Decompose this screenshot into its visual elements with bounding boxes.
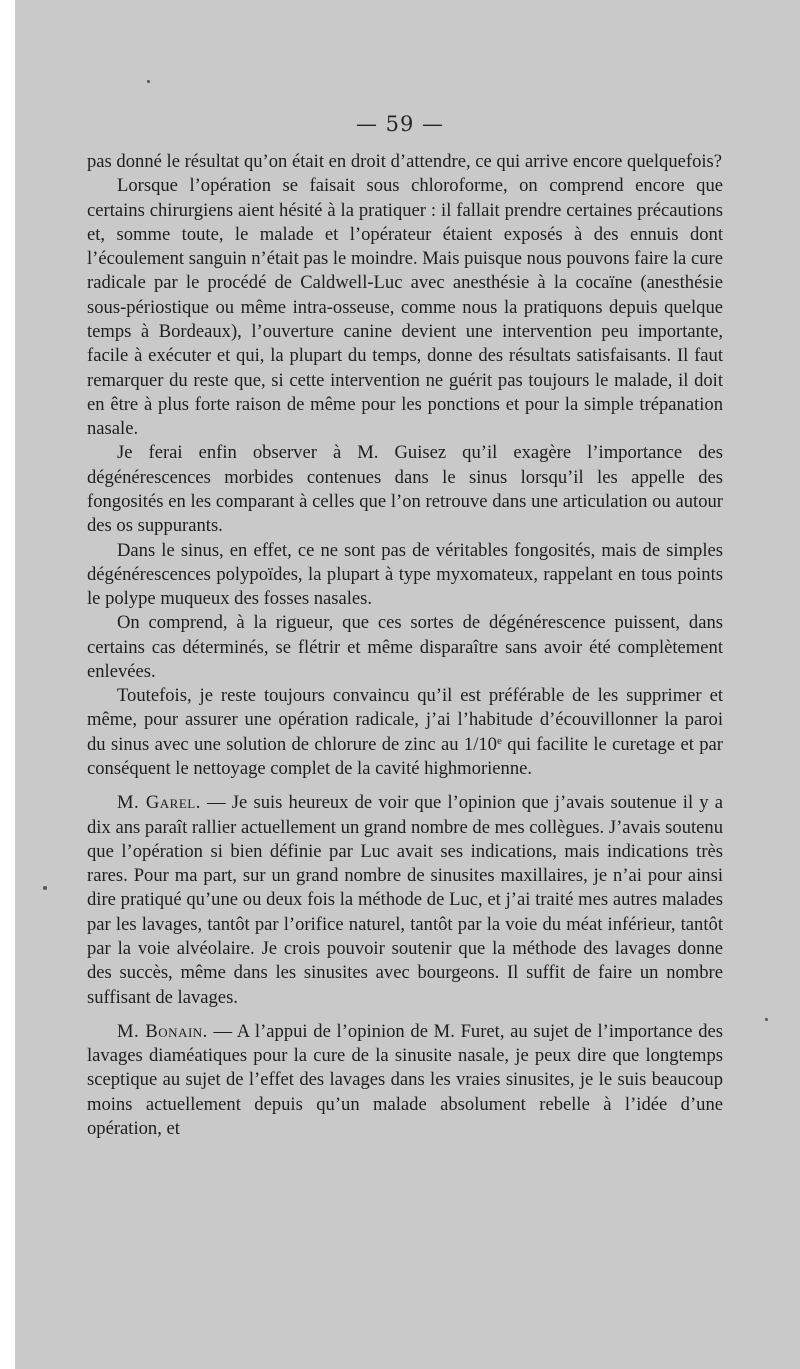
page-number: — 59 — — [355, 112, 445, 136]
body-text — [87, 150, 723, 1141]
paragraph-3: Je ferai enfin observer à M. Guisez qu’il exagère l’importance des dégénérescences morbides contenues dans le sinus lorsqu’il les appelle des fongosités en les comparant à celles que l’on retrouve dans une articulation ou autour des os suppurants. — [87, 442, 723, 537]
paper-speck — [765, 1018, 768, 1021]
paragraph-6-text-end: qui facilite le curetage et par conséquent le nettoyage complet de la cavité highmorienne. — [87, 733, 723, 780]
paper-speck — [43, 886, 47, 890]
speaker-garel: M. Garel. — [117, 792, 201, 814]
paper-speck — [147, 80, 150, 83]
paragraph-garel — [87, 791, 723, 1010]
paragraph-6-text: Toutefois, je reste toujours convaincu qu’il est préférable de les supprimer et même, pour assurer une opération radicale, j’ai l’habitude d’écouvillonner la paroi du sinus avec une solution de chlorure de zinc au 1/10 — [87, 685, 723, 755]
paragraph-bonain — [87, 1020, 723, 1141]
paragraph-6 — [87, 684, 723, 781]
book-page — [15, 0, 800, 1369]
garel-remark: — Je suis heureux de voir que l’opinion que j’avais soutenue il y a dix ans paraît rallier actuellement un grand nombre de mes collègues. J’avais soutenu que l’opération si bien définie par Luc avait ses indications, mais indications très rares. Pour ma part, sur un grand nombre de sinusites maxillaires, je n’ai pour ainsi dire pratiqué qu’une ou deux fois la méthode de Luc, et j’ai traité mes autres malades par les lavages, tantôt par l’orifice naturel, tantôt par la voie du méat inférieur, tantôt par la voie alvéolaire. Je crois pouvoir soutenir que la méthode des lavages donne des succès, même dans les sinusites avec bourgeons. Il suffit de faire un nombre suffisant de lavages. — [87, 792, 723, 1008]
paragraph-4: Dans le sinus, en effet, ce ne sont pas de véritables fongosités, mais de simples dégénérescences polypoïdes, la plupart à type myxomateux, rappelant en tous points le polype muqueux des fosses nasales. — [87, 539, 723, 610]
paragraph-1: pas donné le résultat qu’on était en droit d’attendre, ce qui arrive encore quelquefois? — [87, 151, 723, 172]
ordinal-superscript: e — [496, 734, 502, 747]
paragraph-5: On comprend, à la rigueur, que ces sortes de dégénérescence puissent, dans certains cas déterminés, se flétrir et même disparaître sans avoir été complètement enlevées. — [87, 612, 723, 682]
paragraph-2: Lorsque l’opération se faisait sous chloroforme, on comprend encore que certains chirurgiens aient hésité à la pratiquer : il fallait prendre certaines précautions et, somme toute, le malade et l’opérateur étaient exposés à des ennuis dont l’écoulement sanguin n’était pas le moindre. Mais puisque nous pouvons faire la cure radicale par le procédé de Caldwell-Luc avec anesthésie à la cocaïne (anesthésie sous-périostique ou même intra-osseuse, comme nous la pratiquons depuis quelque temps à Bordeaux), l’ouverture canine devient une intervention peu importante, facile à exécuter et qui, la plupart du temps, donne des résultats satisfaisants. Il faut remarquer du reste que, si cette intervention ne guérit pas toujours le malade, il doit en être à plus forte raison de même pour les ponctions et pour la simple trépanation nasale. — [87, 175, 723, 440]
speaker-bonain: M. Bonain. — [117, 1020, 208, 1042]
bonain-remark: — A l’appui de l’opinion de M. Furet, au sujet de l’importance des lavages diaméatiques pour la cure de la sinusite nasale, je peux dire que longtemps sceptique au sujet de l’effet des lavages dans les vraies sinusites, je le suis beaucoup moins actuellement depuis qu’un malade absolument rebelle à l’idée d’une opération, et — [87, 1020, 723, 1139]
